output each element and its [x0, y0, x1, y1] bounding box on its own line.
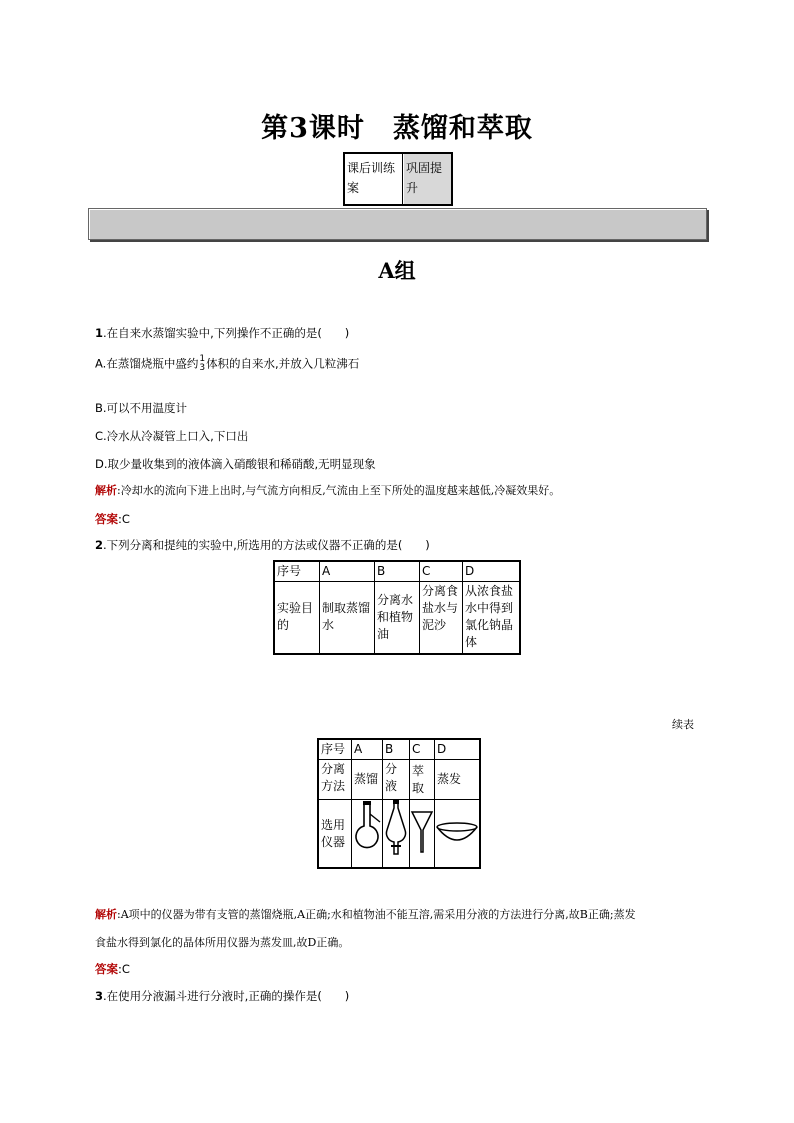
table-cell [410, 800, 435, 869]
table-cell: C [420, 561, 463, 582]
table-cell: 从浓食盐水中得到氯化钠晶体 [463, 582, 521, 654]
table-cell: A [320, 561, 375, 582]
analysis-label: 解析 [95, 908, 117, 921]
table-row [318, 800, 480, 869]
table-cell: D [435, 739, 481, 760]
tab-consolidate[interactable]: 巩固提升 [404, 154, 451, 204]
fraction [199, 355, 205, 373]
question-number: 1 [95, 326, 104, 340]
continued-label: 续表 [672, 718, 694, 731]
question-text: .在自来水蒸馏实验中,下列操作不正确的是( ) [103, 326, 350, 340]
table-cell: 制取蒸馏水 [320, 582, 375, 654]
option-a [95, 355, 359, 373]
option-a-text-rest: 体积的自来水,并放入几粒沸石 [206, 356, 360, 371]
analysis-text: :冷却水的流向下进上出时,与气流方向相反,气流由上至下所处的温度越来越低,冷凝效果好。 [117, 484, 561, 497]
fraction-numerator: 1 [199, 354, 206, 364]
table-cell: B [375, 561, 420, 582]
analysis-1 [95, 482, 560, 498]
table-cell: 分液 [383, 760, 410, 800]
option-a-text: A.在蒸馏烧瓶中盛约 [95, 356, 199, 371]
tab-homework[interactable]: 课后训练案 [345, 154, 403, 204]
analysis-text: :A项中的仪器为带有支管的蒸馏烧瓶,A正确;水和植物油不能互溶,需采用分液的方法进行分离,故B正确;蒸发 [117, 908, 636, 921]
section-banner [88, 208, 707, 240]
table-cell: C [410, 739, 435, 760]
table-cell [352, 800, 383, 869]
answer-text: :C [118, 962, 130, 976]
table-cell: 蒸馏 [352, 760, 383, 800]
question-text: .下列分离和提纯的实验中,所选用的方法或仪器不正确的是( ) [103, 538, 430, 552]
table-cell [383, 800, 410, 869]
table-cell: A [352, 739, 383, 760]
table-cell: 实验目的 [274, 582, 320, 654]
table-row [274, 582, 520, 654]
question-number: 3 [95, 989, 104, 1003]
table-cell: 选用仪器 [318, 800, 352, 869]
table-cell: 萃取 [410, 760, 435, 800]
table-cell: 分离水和植物油 [375, 582, 420, 654]
table-cell: D [463, 561, 521, 582]
group-heading: A组 [378, 258, 416, 283]
table-cell [435, 800, 481, 869]
table-cell: 分离方法 [318, 760, 352, 800]
table-cell: 蒸发 [435, 760, 481, 800]
question-text: .在使用分液漏斗进行分液时,正确的操作是( ) [103, 989, 350, 1003]
option-c: C.冷水从冷凝管上口入,下口出 [95, 429, 249, 443]
option-b: B.可以不用温度计 [95, 401, 188, 415]
lesson-tab-box [343, 152, 453, 206]
experiment-table [273, 560, 521, 655]
analysis-2-line1 [95, 906, 636, 922]
option-d: D.取少量收集到的液体滴入硝酸银和稀硝酸,无明显现象 [95, 457, 376, 471]
question-number: 2 [95, 538, 104, 552]
page-title: 第3课时 蒸馏和萃取 [261, 113, 533, 144]
table-cell: 序号 [318, 739, 352, 760]
answer-label: 答案 [95, 962, 118, 976]
question-3-stem [95, 988, 349, 1004]
method-table [317, 738, 481, 869]
fraction-denominator: 3 [199, 363, 206, 373]
funnel-icon [410, 800, 434, 862]
separatory-funnel-icon [383, 800, 409, 862]
analysis-2-line2: 食盐水得到氯化的晶体所用仪器为蒸发皿,故D正确。 [95, 936, 350, 949]
table-row [318, 739, 480, 760]
answer-1 [95, 511, 130, 527]
answer-label: 答案 [95, 512, 118, 526]
table-cell: B [383, 739, 410, 760]
question-2-stem [95, 537, 430, 553]
table-row [318, 760, 480, 800]
answer-2 [95, 961, 130, 977]
table-cell: 序号 [274, 561, 320, 582]
answer-text: :C [118, 512, 130, 526]
table-cell: 分离食盐水与泥沙 [420, 582, 463, 654]
table-row [274, 561, 520, 582]
evaporating-dish-icon [435, 811, 479, 851]
distilling-flask-icon [352, 800, 382, 862]
question-1-stem [95, 325, 349, 341]
analysis-label: 解析 [95, 484, 117, 497]
